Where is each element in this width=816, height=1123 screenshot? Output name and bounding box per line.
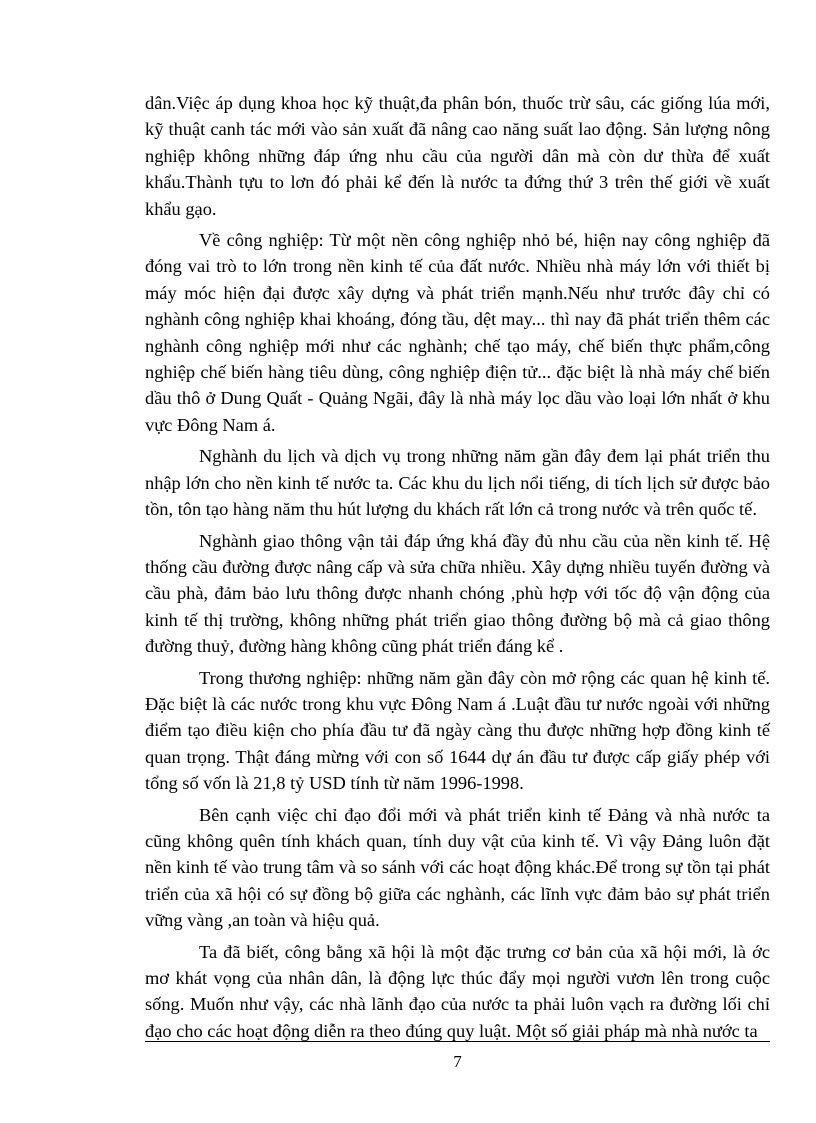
paragraph-economic-direction: Bên cạnh việc chỉ đạo đổi mới và phát triển kinh tế Đảng và nhà nước ta cũng không quên tính khách quan, tính duy vật của kinh tế. Vì vậy Đảng luôn đặt nền kinh tế vào trung tâm và so sánh với các hoạt động khác.Để trong sự tồn tại phát triển của xã hội có sự đồng bộ giữa các nghành, các lĩnh vực đảm bảo sự phát triển vững vàng ,an toàn và hiệu quả. (145, 804, 770, 931)
paragraph-transport: Nghành giao thông vận tải đáp ứng khá đầy đủ nhu cầu của nền kinh tế. Hệ thống cầu đường được nâng cấp và sửa chữa nhiều. Xây dựng nhiều tuyến đường và cầu phà, đảm bảo lưu thông được nhanh chóng ,phù hợp với tốc độ vận động của kinh tế thị trường, không những phát triển giao thông đường bộ mà cả giao thông đường thuỷ, đường hàng không cũng phát triển đáng kể . (145, 530, 770, 657)
paragraph-industry: Về công nghiệp: Từ một nền công nghiệp nhỏ bé, hiện nay công nghiệp đã đóng vai trò to lớn trong nền kinh tế của đất nước. Nhiều nhà máy lớn với thiết bị máy móc hiện đại được xây dựng và phát triển mạnh.Nếu như trước đây chỉ có nghành công nghiệp khai khoáng, đóng tầu, dệt may... thì nay đã phát triển thêm các nghành công nghiệp mới như các nghành; chế tạo máy, chế biến thực phẩm,công nghiệp chế biến hàng tiêu dùng, công nghiệp điện tử... đặc biệt là nhà máy chế biến dầu thô ở Dung Quất - Quảng Ngãi, đây là nhà máy lọc dầu vào loại lớn nhất ở khu vực Đông Nam á. (145, 230, 770, 435)
page-number: 7 (453, 1052, 462, 1071)
paragraph-tourism: Nghành du lịch và dịch vụ trong những năm gần đây đem lại phát triển thu nhập lớn cho nền kinh tế nước ta. Các khu du lịch nổi tiếng, di tích lịch sử được bảo tồn, tôn tạo hàng năm thu hút lượng du khách rất lớn cả trong nước và trên quốc tế. (145, 446, 770, 520)
body-text (145, 90, 770, 1049)
paragraph-social-equity: Ta đã biết, công bằng xã hội là một đặc trưng cơ bản của xã hội mới, là ớc mơ khát vọng của nhân dân, là động lực thúc đẩy mọi người vươn lên trong cuộc sống. Muốn như vậy, các nhà lãnh đạo của nước ta phải luôn vạch ra đường lối chỉ đạo cho các hoạt động diễn ra theo đúng quy luật. Một số giải pháp mà nhà nước ta (145, 941, 770, 1041)
paragraph-agriculture-continued: dân.Việc áp dụng khoa học kỹ thuật,đa phân bón, thuốc trừ sâu, các giống lúa mới, kỹ thuật canh tác mới vào sản xuất đã nâng cao năng suất lao động. Sản lượng nông nghiệp không những đáp ứng nhu cầu của người dân mà còn dư thừa để xuất khẩu.Thành tựu to lơn đó phải kể đến là nước ta đứng thứ 3 trên thế giới về xuất khẩu gạo. (145, 93, 770, 219)
paragraph-commerce: Trong thương nghiệp: những năm gần đây còn mở rộng các quan hệ kinh tế. Đặc biệt là các nước trong khu vực Đông Nam á .Luật đầu tư nước ngoài với những điểm tạo điều kiện cho phía đầu tư đã ngày càng thu được những hợp đồng kinh tế quan trọng. Thật đáng mừng với con số 1644 dự án đầu tư được cấp giấy phép với tổng số vốn là 21,8 tỷ USD tính từ năm 1996-1998. (145, 667, 770, 794)
footer-rule (145, 1041, 770, 1042)
